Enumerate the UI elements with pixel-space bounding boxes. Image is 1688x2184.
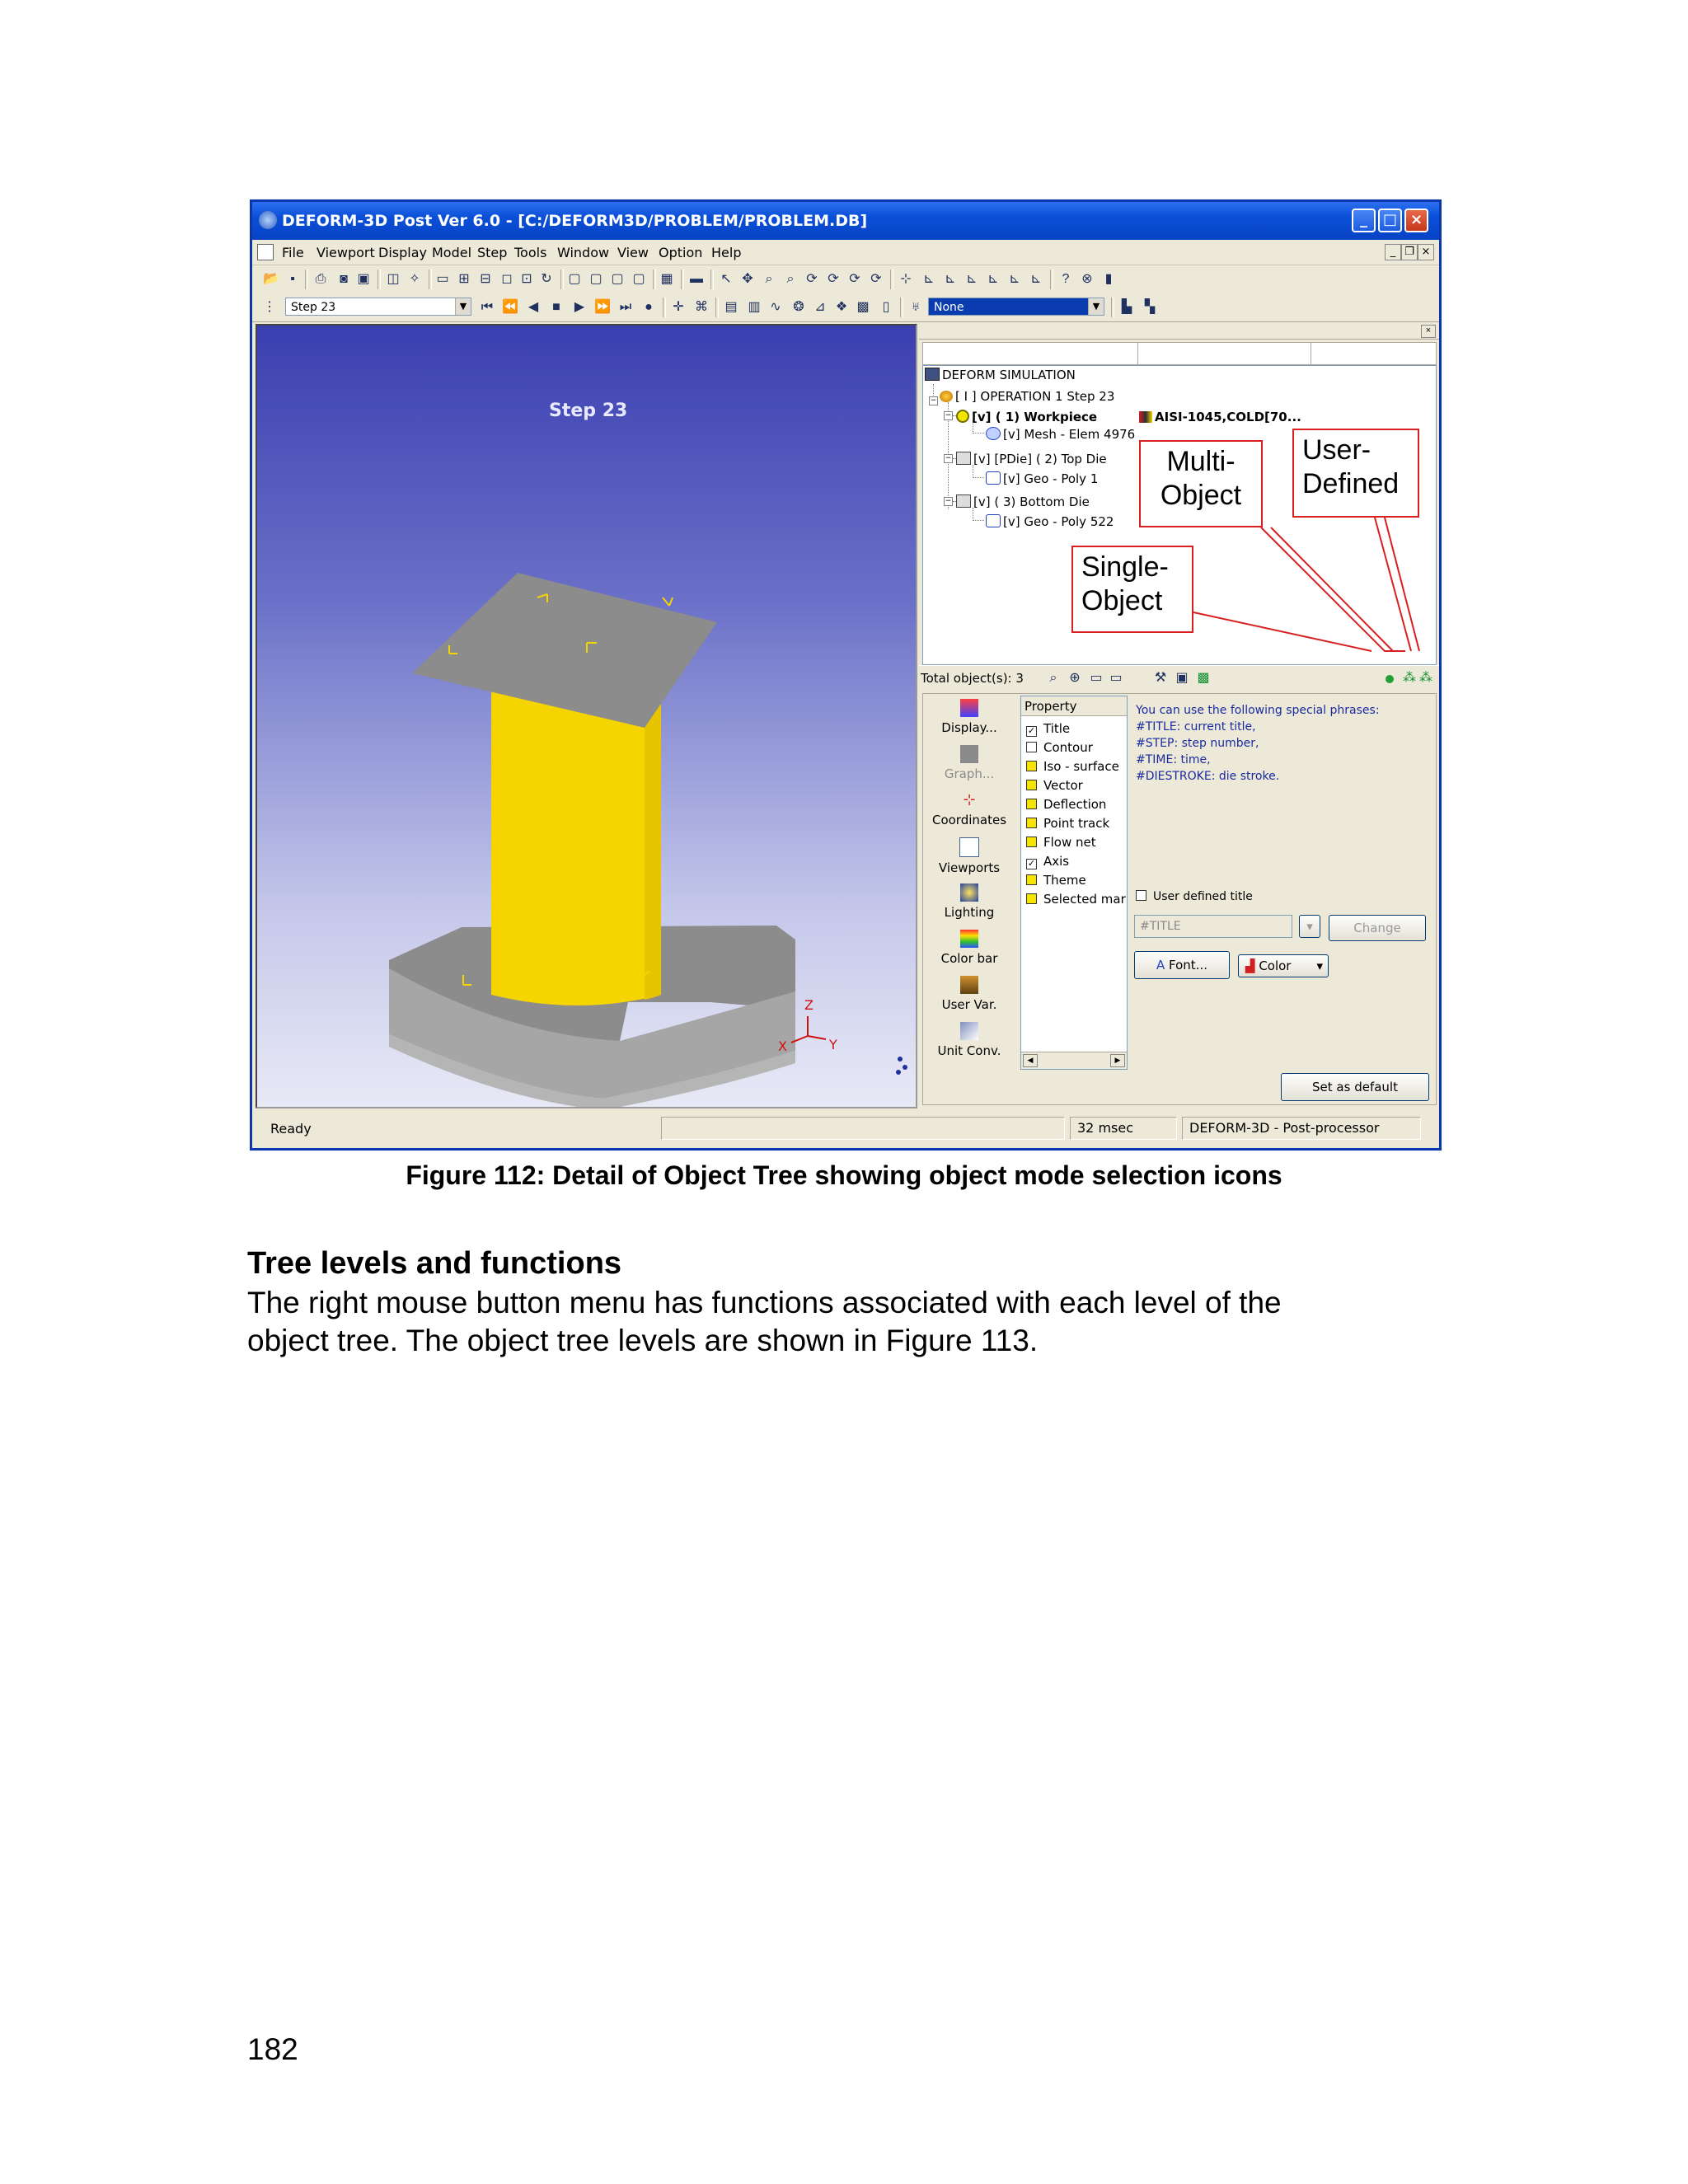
- globe-icon[interactable]: ⊕: [1069, 669, 1081, 685]
- property-item-flow-net[interactable]: Flow net: [1026, 835, 1096, 850]
- page-number: 182: [247, 2032, 298, 2066]
- pan-icon[interactable]: ✥: [742, 272, 753, 286]
- set-as-default-button[interactable]: Set as default: [1281, 1073, 1429, 1101]
- panel-close-icon[interactable]: ×: [1421, 325, 1436, 338]
- tree-operation-label: [ I ] OPERATION 1 Step 23: [955, 389, 1115, 404]
- summary-icon[interactable]: ▤: [724, 300, 738, 314]
- callout-multi-object: Multi- Object: [1139, 440, 1263, 527]
- menu-window[interactable]: Window: [557, 245, 610, 260]
- body-text-line-2: object tree. The object tree levels are shown in Figure 113.: [247, 1324, 1039, 1357]
- view-front-icon[interactable]: ▢: [568, 272, 581, 286]
- cube-icon[interactable]: ▣: [1175, 669, 1189, 685]
- tree-geo-bottom-label: [v] Geo - Poly 522: [1003, 514, 1114, 529]
- monitor-icon[interactable]: ▭: [1090, 669, 1103, 685]
- rewind-icon[interactable]: ⏪: [502, 300, 518, 314]
- figure-caption: Figure 112: Detail of Object Tree showing object mode selection icons: [406, 1160, 1282, 1190]
- property-item-title[interactable]: ✓ Title: [1027, 721, 1071, 736]
- point-icon[interactable]: ✛: [673, 300, 684, 314]
- view-zy-icon[interactable]: ⊾: [987, 272, 999, 286]
- viewports-button[interactable]: Viewports: [923, 837, 1015, 875]
- exit-icon[interactable]: ▮: [1104, 272, 1113, 286]
- close-button[interactable]: ×: [1404, 209, 1428, 232]
- print-icon[interactable]: ⎙: [315, 272, 326, 286]
- axis-z-label: Z: [804, 997, 814, 1013]
- menu-model[interactable]: Model: [432, 245, 472, 260]
- window-title: DEFORM-3D Post Ver 6.0 - [C:/DEFORM3D/PROBLEM/PROBLEM.DB]: [282, 212, 868, 230]
- fill-icon[interactable]: ▦: [660, 272, 673, 286]
- grid-icon[interactable]: ⊟: [480, 272, 491, 286]
- menu-step[interactable]: Step: [477, 245, 508, 260]
- status-ready: Ready: [270, 1121, 312, 1137]
- view-xy-icon[interactable]: ⊾: [966, 272, 978, 286]
- special-phrases-help: You can use the following special phrases: #TITLE: current title, #STEP: step number, #TIME: time, #DIESTROKE: die stroke.: [1136, 704, 1380, 783]
- property-item-deflection[interactable]: Deflection: [1026, 797, 1106, 812]
- coordinates-icon: ⊹: [963, 791, 976, 808]
- display-button[interactable]: Display...: [923, 699, 1015, 735]
- menu-file[interactable]: File: [282, 245, 304, 260]
- rotate-icon[interactable]: ⟳: [806, 272, 818, 286]
- magnify-icon[interactable]: ⌕: [1049, 669, 1057, 685]
- state-variable-value: None: [934, 301, 964, 314]
- graph-button[interactable]: Graph...: [923, 745, 1015, 781]
- stop-icon[interactable]: ⊗: [1081, 272, 1093, 286]
- page-icon[interactable]: ▯: [882, 300, 890, 314]
- multi-object-icon[interactable]: ⁂: [1403, 669, 1416, 685]
- font-button[interactable]: A Font...: [1134, 951, 1230, 979]
- color-icon: ▟: [1245, 958, 1259, 973]
- chevron-down-icon: ▾: [1306, 919, 1313, 934]
- chevron-down-icon: ▾: [1316, 958, 1323, 973]
- checkbox-checked-icon[interactable]: ✓: [1027, 858, 1036, 869]
- tree-root-label: DEFORM SIMULATION: [942, 368, 1076, 382]
- view-top-icon[interactable]: ▢: [611, 272, 624, 286]
- property-item-selected-mark[interactable]: Selected mar: [1026, 892, 1126, 907]
- view-iso-icon[interactable]: ▢: [632, 272, 645, 286]
- flow-icon[interactable]: ❂: [793, 300, 804, 314]
- save-icon[interactable]: ▪: [290, 272, 295, 286]
- prev-step-icon[interactable]: ◀: [528, 300, 539, 314]
- property-item-theme[interactable]: Theme: [1026, 873, 1086, 888]
- window-icon[interactable]: ▭: [436, 272, 449, 286]
- rotate-y-icon[interactable]: ⟳: [849, 272, 860, 286]
- mdi-restore-button[interactable]: ❐: [1401, 244, 1418, 260]
- menu-display[interactable]: Display: [378, 245, 427, 260]
- mdi-close-button[interactable]: ×: [1418, 244, 1434, 260]
- next-step-icon[interactable]: ▶: [574, 300, 585, 314]
- user-defined-title-label: User defined title: [1153, 890, 1253, 903]
- property-item-point-track[interactable]: Point track: [1026, 816, 1109, 831]
- object-icon[interactable]: ✧: [409, 272, 420, 286]
- tree-geo-top-label: [v] Geo - Poly 1: [1003, 471, 1099, 486]
- tree-workpiece-label: [v] ( 1) Workpiece: [972, 410, 1098, 424]
- axes-icon[interactable]: ⊹: [900, 272, 912, 286]
- coordinates-button[interactable]: ⊹ Coordinates: [931, 791, 1007, 827]
- record-icon[interactable]: ●: [645, 300, 653, 314]
- chevron-down-icon[interactable]: ▼: [1088, 298, 1104, 315]
- view-yz-icon[interactable]: ⊾: [1030, 272, 1042, 286]
- first-step-icon[interactable]: ⏮: [481, 300, 494, 314]
- refresh-icon[interactable]: ↻: [541, 272, 552, 286]
- property-item-contour[interactable]: Contour: [1026, 740, 1093, 755]
- last-step-icon[interactable]: ⏭: [619, 300, 632, 314]
- view-xz-icon[interactable]: ⊾: [1009, 272, 1020, 286]
- user-defined-icon[interactable]: ⁂: [1419, 669, 1432, 685]
- maximize-button[interactable]: □: [1378, 209, 1402, 232]
- menu-view[interactable]: View: [617, 245, 649, 260]
- report-icon[interactable]: ▩: [856, 300, 870, 314]
- body-text-line-1: The right mouse button menu has functions associated with each level of the: [247, 1286, 1282, 1319]
- open-icon[interactable]: 📂: [263, 272, 279, 286]
- user-var-button[interactable]: User Var.: [923, 976, 1015, 1012]
- step-overlay-label: Step 23: [549, 401, 628, 421]
- help-icon[interactable]: ?: [1062, 272, 1070, 286]
- font-icon: A: [1156, 958, 1170, 972]
- mdi-minimize-button[interactable]: _: [1385, 244, 1401, 260]
- property-header: Property: [1021, 696, 1127, 716]
- monitor-green-icon[interactable]: ▩: [1197, 669, 1210, 685]
- color-button[interactable]: ▟ Color ▾: [1238, 954, 1329, 977]
- chevron-down-icon[interactable]: ▼: [455, 298, 471, 315]
- ruler-icon[interactable]: ▬: [690, 272, 703, 286]
- object-tree[interactable]: − − − − DEFORM SIMULATION [ I ] OPERATION 1 Step 23 [v] ( 1) Workpiece AISI-1045,COLD[70... [v] Mesh - Elem 4976 [v] [PDie] ( 2) Top Die [v] Geo - Poly 1 [v] ( 3) Bottom Die [v] Geo - Poly 522: [922, 365, 1437, 665]
- title-input-value: #TITLE: [1140, 920, 1181, 933]
- minimize-button[interactable]: _: [1352, 209, 1376, 232]
- color-bar-button[interactable]: Color bar: [923, 930, 1015, 966]
- view-zx-icon[interactable]: ⊾: [945, 272, 956, 286]
- total-objects-label: Total object(s): 3: [921, 671, 1024, 686]
- view-yx-icon[interactable]: ⊾: [923, 272, 935, 286]
- lighting-button[interactable]: Lighting: [923, 883, 1015, 920]
- menu-option[interactable]: Option: [659, 245, 703, 260]
- callout-user-defined: User- Defined: [1292, 429, 1419, 518]
- stop-play-icon[interactable]: ■: [552, 300, 560, 314]
- checkbox-checked-icon[interactable]: ✓: [1027, 725, 1036, 736]
- step-icon: ⋮: [263, 300, 276, 314]
- axis-y-label: Y: [829, 1037, 837, 1052]
- curve-icon[interactable]: ∿: [770, 300, 781, 314]
- menu-viewport[interactable]: Viewport: [316, 245, 375, 260]
- status-app: DEFORM-3D - Post-processor: [1182, 1117, 1421, 1140]
- menu-help[interactable]: Help: [711, 245, 742, 260]
- property-item-iso-surface[interactable]: Iso - surface: [1026, 759, 1119, 774]
- mesh-icon[interactable]: ⊞: [458, 272, 470, 286]
- snapshot-icon[interactable]: ▣: [357, 272, 370, 286]
- scroll-left-icon[interactable]: ◀: [1023, 1054, 1038, 1067]
- multi-point-icon[interactable]: ⌘: [695, 300, 708, 314]
- bar-chart-icon[interactable]: ▥: [748, 300, 761, 314]
- legend-icon[interactable]: ▙: [1121, 300, 1132, 314]
- view-side-icon[interactable]: ▢: [589, 272, 603, 286]
- tree-top-die-label: [v] [PDie] ( 2) Top Die: [973, 452, 1107, 466]
- unit-conv-button[interactable]: Unit Conv.: [923, 1022, 1015, 1058]
- cube-icon[interactable]: ◻: [501, 272, 513, 286]
- axis-x-label: X: [778, 1038, 787, 1054]
- zoom-icon[interactable]: ⌕: [765, 272, 773, 286]
- tree-bottom-die-label: [v] ( 3) Bottom Die: [973, 494, 1090, 509]
- property-item-axis[interactable]: ✓ Axis: [1027, 854, 1070, 869]
- section-heading: Tree levels and functions: [247, 1246, 622, 1281]
- node-icon[interactable]: ⊡: [521, 272, 532, 286]
- wand-icon[interactable]: ⚒: [1154, 669, 1167, 685]
- graph-icon[interactable]: ⊿: [814, 300, 826, 314]
- camera-icon[interactable]: ◙: [340, 272, 348, 286]
- step-combo-value: Step 23: [291, 301, 336, 314]
- zoom-box-icon[interactable]: ⌕: [786, 272, 795, 286]
- rotate-x-icon[interactable]: ⟳: [828, 272, 839, 286]
- legend-edit-icon[interactable]: ▚: [1144, 300, 1156, 314]
- variable-icon[interactable]: ♅: [911, 300, 921, 314]
- status-time: 32 msec: [1070, 1117, 1177, 1140]
- rotate-z-icon[interactable]: ⟳: [870, 272, 882, 286]
- scroll-right-icon[interactable]: ▶: [1110, 1054, 1125, 1067]
- tree-material-label: AISI-1045,COLD[70...: [1155, 410, 1301, 424]
- material-icon[interactable]: ❖: [835, 300, 848, 314]
- monitor-alt-icon[interactable]: ▭: [1109, 669, 1123, 685]
- fast-forward-icon[interactable]: ⏩: [594, 300, 611, 314]
- tree-mesh-label: [v] Mesh - Elem 4976: [1003, 427, 1136, 442]
- pointer-icon[interactable]: ↖: [720, 272, 732, 286]
- change-button[interactable]: Change: [1329, 915, 1426, 941]
- property-item-vector[interactable]: Vector: [1026, 778, 1083, 793]
- layout-icon[interactable]: ◫: [387, 272, 400, 286]
- menu-tools[interactable]: Tools: [514, 245, 547, 260]
- callout-single-object: Single- Object: [1071, 546, 1193, 633]
